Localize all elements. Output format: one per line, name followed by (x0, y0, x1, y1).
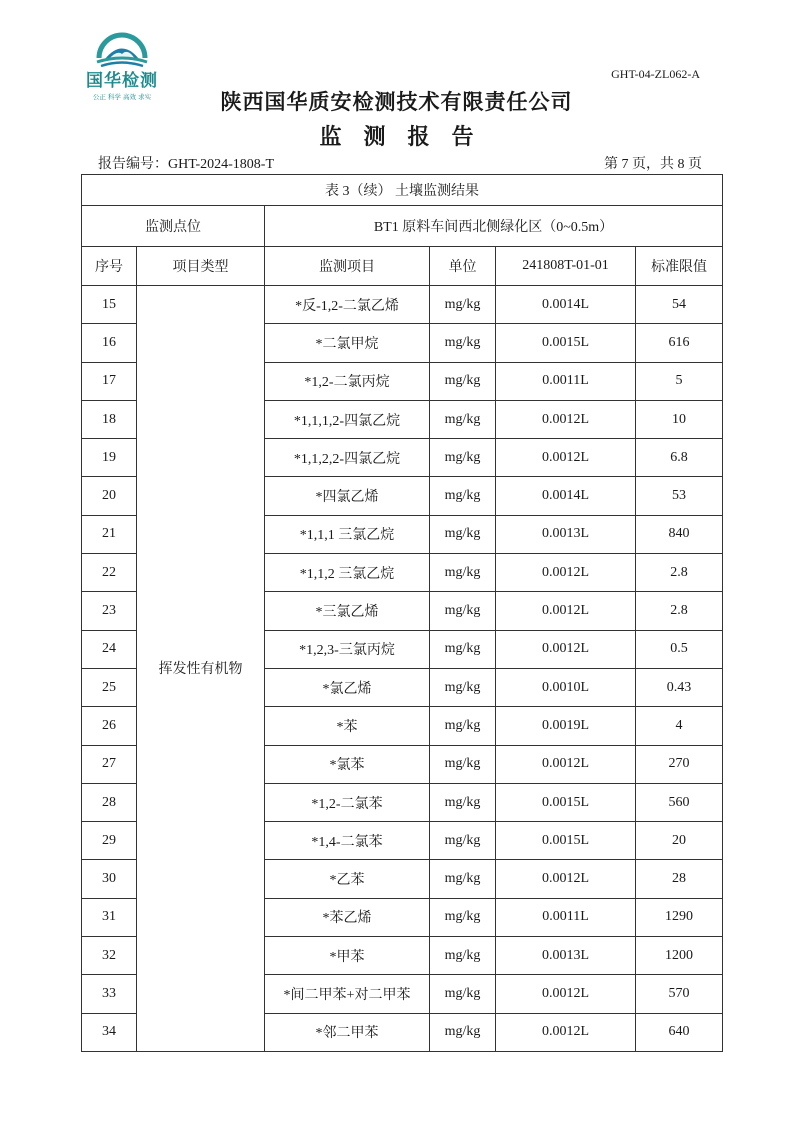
cell-item: *1,1,2,2-四氯乙烷 (265, 439, 430, 477)
cell-item: *1,1,2 三氯乙烷 (265, 554, 430, 592)
cell-seq: 25 (82, 668, 137, 706)
cell-seq: 29 (82, 822, 137, 860)
cell-item: *三氯乙烯 (265, 592, 430, 630)
cell-limit: 5 (636, 362, 723, 400)
cell-unit: mg/kg (430, 362, 496, 400)
cell-unit: mg/kg (430, 439, 496, 477)
cell-seq: 16 (82, 324, 137, 362)
header-item: 监测项目 (265, 247, 430, 286)
cell-value: 0.0019L (496, 707, 636, 745)
cell-limit: 640 (636, 1013, 723, 1051)
cell-item: *氯苯 (265, 745, 430, 783)
cell-limit: 28 (636, 860, 723, 898)
cell-item: *1,2-二氯苯 (265, 783, 430, 821)
cell-unit: mg/kg (430, 1013, 496, 1051)
cell-value: 0.0014L (496, 477, 636, 515)
header-seq: 序号 (82, 247, 137, 286)
cell-unit: mg/kg (430, 630, 496, 668)
cell-item: *苯乙烯 (265, 898, 430, 936)
report-number: 报告编号：GHT-2024-1808-T (98, 157, 275, 172)
cell-value: 0.0012L (496, 860, 636, 898)
cell-limit: 53 (636, 477, 723, 515)
document-code: GHT-04-ZL062-A (611, 67, 700, 81)
cell-seq: 23 (82, 592, 137, 630)
cell-item: *1,2,3-三氯丙烷 (265, 630, 430, 668)
cell-item: *四氯乙烯 (265, 477, 430, 515)
cell-item: *反-1,2-二氯乙烯 (265, 286, 430, 324)
cell-unit: mg/kg (430, 860, 496, 898)
table-row (82, 286, 723, 324)
cell-value: 0.0010L (496, 668, 636, 706)
cell-unit: mg/kg (430, 324, 496, 362)
page-info: 第 7 页，共 8 页 (604, 157, 702, 172)
cell-value: 0.0014L (496, 286, 636, 324)
cell-item: *1,1,1 三氯乙烷 (265, 515, 430, 553)
header-sample: 241808T-01-01 (496, 247, 636, 286)
cell-value: 0.0012L (496, 439, 636, 477)
cell-item: *邻二甲苯 (265, 1013, 430, 1051)
cell-category: 挥发性有机物 (137, 286, 265, 1052)
cell-unit: mg/kg (430, 592, 496, 630)
cell-value: 0.0015L (496, 822, 636, 860)
cell-limit: 270 (636, 745, 723, 783)
cell-item: *甲苯 (265, 937, 430, 975)
cell-seq: 34 (82, 1013, 137, 1051)
cell-limit: 1290 (636, 898, 723, 936)
cell-item: *1,2-二氯丙烷 (265, 362, 430, 400)
cell-unit: mg/kg (430, 707, 496, 745)
cell-value: 0.0015L (496, 324, 636, 362)
cell-seq: 17 (82, 362, 137, 400)
cell-seq: 24 (82, 630, 137, 668)
cell-limit: 6.8 (636, 439, 723, 477)
cell-value: 0.0012L (496, 592, 636, 630)
cell-limit: 840 (636, 515, 723, 553)
cell-value: 0.0015L (496, 783, 636, 821)
cell-unit: mg/kg (430, 745, 496, 783)
cell-seq: 28 (82, 783, 137, 821)
cell-unit: mg/kg (430, 554, 496, 592)
cell-seq: 26 (82, 707, 137, 745)
cell-item: *1,1,1,2-四氯乙烷 (265, 400, 430, 438)
cell-seq: 20 (82, 477, 137, 515)
cell-unit: mg/kg (430, 937, 496, 975)
cell-limit: 1200 (636, 937, 723, 975)
site-value: BT1 原料车间西北侧绿化区（0~0.5m） (265, 206, 723, 247)
cell-value: 0.0012L (496, 745, 636, 783)
cell-seq: 30 (82, 860, 137, 898)
cell-limit: 20 (636, 822, 723, 860)
report-title: 监测报告 (319, 125, 496, 150)
header-limit: 标准限值 (636, 247, 723, 286)
cell-limit: 570 (636, 975, 723, 1013)
cell-value: 0.0012L (496, 975, 636, 1013)
table-caption: 表 3（续） 土壤监测结果 (82, 175, 723, 206)
cell-limit: 4 (636, 707, 723, 745)
cell-item: *间二甲苯+对二甲苯 (265, 975, 430, 1013)
cell-value: 0.0013L (496, 937, 636, 975)
cell-limit: 0.5 (636, 630, 723, 668)
cell-value: 0.0012L (496, 400, 636, 438)
logo-emblem-icon (91, 28, 153, 68)
cell-value: 0.0011L (496, 898, 636, 936)
table-header-row (82, 247, 723, 286)
cell-limit: 560 (636, 783, 723, 821)
cell-unit: mg/kg (430, 286, 496, 324)
cell-limit: 54 (636, 286, 723, 324)
cell-seq: 27 (82, 745, 137, 783)
cell-item: *苯 (265, 707, 430, 745)
cell-item: *乙苯 (265, 860, 430, 898)
cell-seq: 32 (82, 937, 137, 975)
header-unit: 单位 (430, 247, 496, 286)
cell-value: 0.0011L (496, 362, 636, 400)
cell-seq: 18 (82, 400, 137, 438)
company-name: 陕西国华质安检测技术有限责任公司 (220, 90, 573, 114)
cell-unit: mg/kg (430, 822, 496, 860)
cell-unit: mg/kg (430, 898, 496, 936)
cell-unit: mg/kg (430, 400, 496, 438)
cell-unit: mg/kg (430, 668, 496, 706)
cell-limit: 616 (636, 324, 723, 362)
cell-seq: 22 (82, 554, 137, 592)
cell-seq: 31 (82, 898, 137, 936)
site-label: 监测点位 (82, 206, 265, 247)
header-type: 项目类型 (137, 247, 265, 286)
cell-unit: mg/kg (430, 783, 496, 821)
cell-item: *1,4-二氯苯 (265, 822, 430, 860)
logo-slogan: 公正 科学 高效 求实 (92, 93, 152, 101)
cell-unit: mg/kg (430, 975, 496, 1013)
cell-seq: 21 (82, 515, 137, 553)
cell-limit: 2.8 (636, 592, 723, 630)
cell-item: *二氯甲烷 (265, 324, 430, 362)
cell-value: 0.0013L (496, 515, 636, 553)
cell-value: 0.0012L (496, 630, 636, 668)
cell-value: 0.0012L (496, 554, 636, 592)
cell-seq: 15 (82, 286, 137, 324)
cell-limit: 0.43 (636, 668, 723, 706)
cell-seq: 19 (82, 439, 137, 477)
cell-limit: 10 (636, 400, 723, 438)
logo-name: 国华检测 (86, 71, 158, 91)
cell-limit: 2.8 (636, 554, 723, 592)
cell-item: *氯乙烯 (265, 668, 430, 706)
cell-value: 0.0012L (496, 1013, 636, 1051)
cell-seq: 33 (82, 975, 137, 1013)
cell-unit: mg/kg (430, 515, 496, 553)
soil-monitoring-table (81, 174, 723, 1052)
cell-unit: mg/kg (430, 477, 496, 515)
